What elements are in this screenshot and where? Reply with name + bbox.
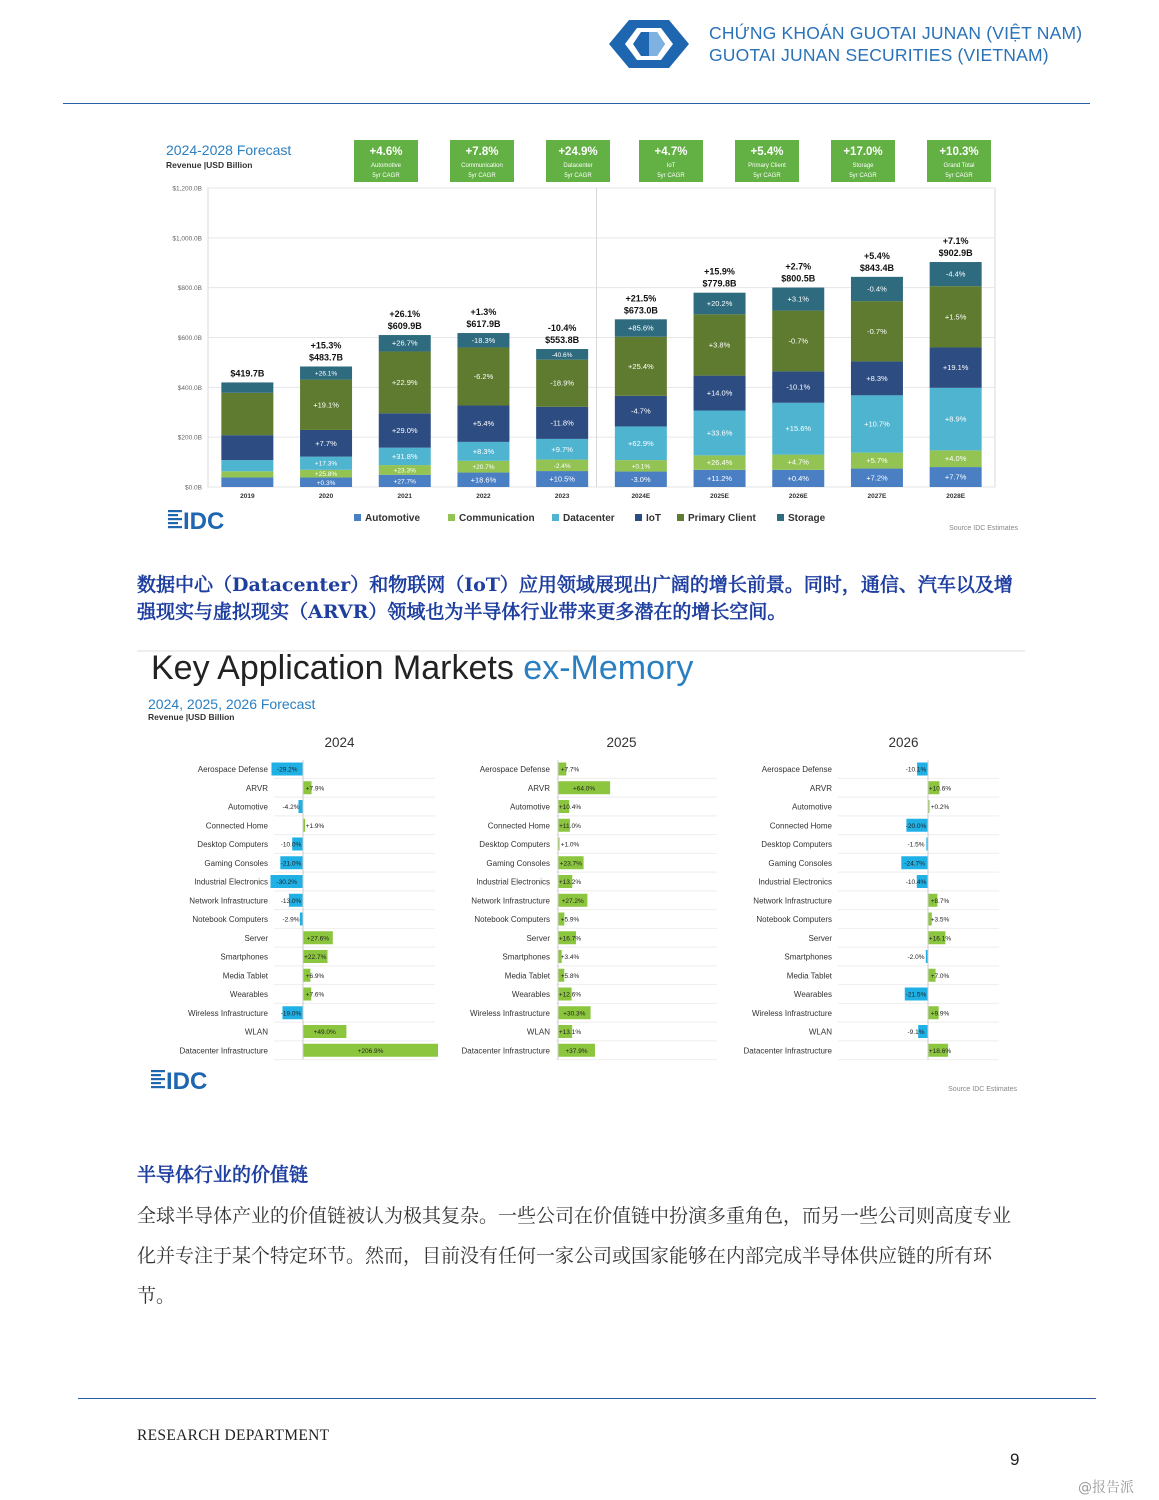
chart-source: Source IDC Estimates	[948, 1086, 1017, 1093]
bar-label: +30.3%	[563, 1010, 586, 1018]
segment-label: +26.1%	[314, 370, 338, 378]
category-label: Wireless Infrastructure	[751, 1008, 832, 1018]
legend-swatch	[635, 514, 642, 521]
x-tick-label: 2022	[476, 493, 491, 500]
segment-label: +17.3%	[314, 460, 338, 468]
company-name-en: GUOTAI JUNAN SECURITIES (VIETNAM)	[709, 45, 1049, 65]
category-label: Desktop Computers	[197, 840, 268, 849]
idc-logo-mark	[168, 526, 182, 528]
segment-label: +8.3%	[866, 373, 888, 383]
segment-label: +27.7%	[393, 478, 416, 486]
bar-total: $419.7B	[230, 368, 265, 379]
category-label: Media Tablet	[222, 971, 268, 981]
segment-label: +18.6%	[470, 475, 497, 485]
cagr-value: +24.9%	[558, 146, 598, 158]
idc-logo: IDC	[166, 1068, 208, 1095]
idc-logo-mark	[151, 1070, 165, 1072]
category-label: Wireless Infrastructure	[469, 1008, 550, 1018]
legend-label: Storage	[788, 513, 826, 524]
legend-label: Primary Client	[688, 513, 756, 524]
bar-label: +1.0%	[560, 841, 580, 849]
cagr-period: 5yr CAGR	[849, 173, 877, 179]
segment-label: +25.4%	[628, 361, 654, 371]
category-label: ARVR	[245, 783, 268, 793]
bar-label: -20.0%	[905, 822, 927, 830]
bar-label: -1.5%	[907, 841, 925, 849]
cagr-segment: Primary Client	[748, 163, 786, 169]
segment-label: +4.0%	[944, 454, 967, 464]
bar-label: -21.5%	[905, 991, 927, 999]
x-tick-label: 2024E	[631, 493, 651, 500]
panel-year: 2024	[324, 735, 355, 750]
bar-label: +9.9%	[930, 1010, 950, 1018]
segment-label: +11.2%	[707, 473, 733, 483]
segment-label: +7.7%	[944, 472, 967, 482]
bar-total: $800.5B	[781, 273, 816, 284]
cagr-period: 5yr CAGR	[753, 173, 781, 179]
segment-label: -18.9%	[550, 378, 575, 388]
bar-label: -30.2%	[276, 879, 298, 886]
idc-logo-mark	[151, 1074, 161, 1076]
page-number: 9	[1010, 1450, 1020, 1469]
segment-label: +19.1%	[942, 363, 969, 373]
chart-title-main: Key Application Markets	[151, 649, 524, 687]
bar-growth: +15.3%	[310, 340, 342, 351]
body-paragraph: 全球半导体产业的价值链被认为极其复杂。一些公司在价值链中扮演多重角色，而另一些公司则高度专业化并专注于某个特定环节。然而，目前没有任何一家公司或国家能够在内部完成半导体供应链的所有环节。	[137, 1205, 1012, 1307]
legend-swatch	[677, 514, 684, 521]
bar-segment	[221, 471, 273, 477]
bar-total: $617.9B	[466, 319, 501, 330]
bar-label: +1.9%	[305, 822, 325, 830]
category-label: Notebook Computers	[192, 915, 268, 924]
bar-label: -13.0%	[280, 897, 302, 905]
segment-label: -4.4%	[945, 269, 966, 279]
bar-label: +8.7%	[930, 897, 950, 905]
category-label: Industrial Electronics	[758, 877, 832, 887]
segment-label: +4.7%	[787, 457, 809, 467]
category-label: Gaming Consoles	[486, 858, 550, 868]
category-label: Datacenter Infrastructure	[461, 1046, 550, 1056]
cagr-value: +5.4%	[750, 146, 784, 158]
category-label: Wearables	[229, 990, 268, 999]
segment-label: -6.2%	[473, 371, 494, 381]
cagr-period: 5yr CAGR	[945, 173, 973, 179]
segment-label: +20.2%	[706, 299, 733, 309]
x-tick-label: 2023	[554, 493, 570, 500]
segment-label: +22.9%	[391, 377, 418, 387]
category-label: Wearables	[511, 990, 550, 999]
category-label: Network Infrastructure	[189, 896, 268, 906]
legend-label: Datacenter	[563, 513, 615, 524]
bar-label: +49.0%	[313, 1029, 336, 1036]
bar-label: +7.0%	[930, 972, 950, 980]
cagr-value: +10.3%	[939, 146, 979, 158]
bar-label: +16.1%	[928, 935, 952, 943]
bar-total: $902.9B	[938, 248, 973, 259]
category-label: Aerospace Defense	[479, 765, 550, 774]
category-label: Aerospace Defense	[761, 765, 832, 774]
bar-label: +206.9%	[357, 1047, 384, 1055]
category-label: Connected Home	[487, 821, 550, 831]
bar-label: +18.6%	[928, 1047, 952, 1055]
idc-logo-mark	[168, 510, 182, 512]
header-divider	[63, 103, 1090, 104]
category-label: Wireless Infrastructure	[187, 1008, 268, 1018]
cagr-period: 5yr CAGR	[564, 173, 592, 179]
segment-label: +19.1%	[313, 400, 339, 410]
y-tick-label: $0.0B	[185, 484, 202, 492]
legend-swatch	[777, 514, 784, 521]
bar-label: +3.4%	[560, 954, 580, 961]
bar-label: +22.7%	[304, 954, 327, 961]
bar-label: +27.6%	[306, 935, 330, 943]
segment-label: +85.6%	[628, 323, 654, 333]
company-logo	[607, 16, 691, 72]
bar-total: $609.9B	[387, 321, 422, 332]
bar-label: +37.9%	[565, 1047, 588, 1055]
category-label: WLAN	[526, 1027, 550, 1037]
segment-label: +33.6%	[706, 428, 733, 438]
segment-label: +26.7%	[391, 338, 418, 348]
category-label: Automotive	[509, 802, 550, 812]
cagr-segment: Datacenter	[563, 163, 593, 169]
bar-label: -24.7%	[904, 860, 925, 868]
legend-swatch	[448, 514, 455, 521]
segment-label: -4.7%	[631, 406, 651, 416]
bar-label: -2.9%	[282, 916, 300, 924]
cagr-segment: IoT	[666, 163, 676, 169]
bar-total: $673.0B	[623, 305, 658, 316]
bar-label: -19.0%	[280, 1010, 302, 1018]
legend-label: Communication	[459, 513, 535, 524]
category-label: Network Infrastructure	[471, 896, 550, 906]
category-label: Notebook Computers	[474, 915, 550, 924]
segment-label: +26.4%	[706, 458, 733, 468]
bar-label: +6.9%	[305, 972, 325, 980]
category-label: Desktop Computers	[479, 840, 550, 849]
segment-label: +7.7%	[315, 438, 337, 448]
segment-label: +8.9%	[944, 414, 967, 424]
segment-label: -11.8%	[550, 418, 574, 428]
cagr-segment: Automotive	[370, 163, 402, 169]
x-tick-label: 2027E	[867, 493, 887, 500]
bar-segment	[221, 460, 273, 471]
panel-year: 2026	[888, 735, 919, 750]
x-tick-label: 2020	[318, 493, 334, 500]
category-label: WLAN	[244, 1027, 268, 1037]
bar-segment	[221, 393, 273, 435]
y-tick-label: $1,000.0B	[172, 235, 202, 243]
segment-label: -2.4%	[553, 462, 571, 470]
bar-label: +0.2%	[930, 804, 950, 811]
cagr-value: +4.6%	[369, 146, 403, 158]
x-tick-label: 2026E	[788, 493, 808, 500]
bar-label: -10.1%	[905, 766, 927, 774]
cagr-segment: Communication	[461, 163, 503, 169]
forecast-stacked-bar-chart	[150, 132, 1026, 540]
category-label: Server	[526, 933, 550, 943]
cagr-value: +7.8%	[465, 146, 499, 158]
idc-logo-mark	[151, 1086, 165, 1088]
bar-label: +7.9%	[305, 785, 325, 793]
category-label: Wearables	[793, 990, 832, 999]
bar-label: +27.2%	[561, 897, 584, 905]
category-label: Server	[808, 933, 832, 943]
bar-label: +5.8%	[560, 972, 580, 980]
segment-label: +8.3%	[472, 446, 495, 456]
bar-total: $843.4B	[859, 262, 894, 273]
bar-segment	[221, 478, 273, 487]
bar-label: -2.0%	[907, 954, 925, 961]
segment-label: +3.8%	[708, 340, 731, 350]
bar-label: +7.6%	[305, 991, 325, 999]
segment-label: +23.3%	[393, 467, 416, 475]
segment-label: -0.7%	[788, 336, 809, 346]
y-tick-label: $1,200.0B	[172, 185, 202, 193]
bar-growth: +15.9%	[704, 266, 735, 277]
category-label: Aerospace Defense	[197, 765, 268, 774]
bar-growth: +26.1%	[389, 309, 421, 320]
legend-label: IoT	[646, 513, 661, 524]
segment-label: -3.0%	[631, 474, 651, 484]
segment-label: -10.1%	[786, 382, 811, 392]
segment-label: +7.2%	[866, 473, 888, 483]
bar-growth: +1.3%	[470, 307, 497, 318]
company-name-vi: CHỨNG KHOÁN GUOTAI JUNAN (VIỆT NAM)	[709, 23, 1083, 43]
cagr-period: 5yr CAGR	[372, 173, 400, 179]
segment-label: +5.4%	[472, 419, 495, 429]
segment-label: -40.6%	[551, 351, 573, 359]
cagr-period: 5yr CAGR	[468, 173, 496, 179]
category-label: Desktop Computers	[761, 840, 832, 849]
bar-label: +10.6%	[928, 785, 952, 793]
segment-label: -0.7%	[867, 326, 887, 336]
idc-logo-mark	[168, 518, 182, 520]
bar-segment	[221, 382, 273, 392]
category-label: Media Tablet	[786, 971, 832, 981]
bar-label: -10.4%	[905, 879, 927, 886]
x-tick-label: 2019	[240, 493, 255, 500]
bar-label: -29.2%	[276, 766, 298, 774]
segment-label: +0.4%	[787, 473, 809, 483]
idc-logo-mark	[151, 1082, 161, 1084]
idc-logo: IDC	[183, 508, 225, 535]
category-label: Network Infrastructure	[753, 896, 832, 906]
bar-label: +3.5%	[930, 916, 950, 924]
bar-label: +10.4%	[558, 804, 582, 811]
category-label: ARVR	[809, 783, 832, 793]
segment-label: +31.8%	[391, 451, 418, 461]
section-title: 半导体行业的价值链	[137, 1164, 309, 1186]
segment-label: +29.0%	[391, 425, 418, 435]
category-label: Gaming Consoles	[768, 858, 832, 868]
segment-label: +0.3%	[316, 479, 336, 487]
category-label: Connected Home	[205, 821, 268, 831]
bar-label: +11.0%	[559, 822, 581, 830]
category-label: Datacenter Infrastructure	[743, 1046, 832, 1056]
legend-label: Automotive	[365, 513, 420, 524]
segment-label: +0.1%	[631, 463, 651, 471]
segment-label: +10.5%	[549, 474, 575, 484]
category-label: Industrial Electronics	[476, 877, 550, 887]
category-label: Media Tablet	[504, 971, 550, 981]
bar-label: +13.1%	[558, 1029, 582, 1036]
segment-label: +1.5%	[944, 312, 967, 322]
bar-segment	[221, 435, 273, 460]
x-tick-label: 2025E	[710, 493, 729, 500]
chart-title	[151, 649, 693, 687]
category-label: Datacenter Infrastructure	[179, 1046, 268, 1056]
chart-title: 2024-2028 Forecast	[166, 142, 292, 158]
bar-label: +13.2%	[558, 879, 582, 886]
bar-total: $553.8B	[545, 335, 580, 346]
highlight-paragraph: 数据中心（Datacenter）和物联网（IoT）应用领域展现出广阔的增长前景。同时，通信、汽车以及增强现实与虚拟现实（ARVR）领域也为半导体行业带来更多潜在的增长空间。	[137, 574, 1013, 623]
category-label: Gaming Consoles	[204, 858, 268, 868]
idc-logo-mark	[168, 514, 178, 516]
cagr-value: +4.7%	[654, 146, 688, 158]
cagr-segment: Grand Total	[943, 163, 975, 169]
segment-label: -18.3%	[471, 335, 496, 345]
chart-source: Source IDC Estimates	[949, 525, 1018, 532]
category-label: ARVR	[527, 783, 550, 793]
footer-divider	[78, 1398, 1096, 1399]
chart-title-highlight: ex-Memory	[523, 649, 694, 687]
bar-label: +16.7%	[558, 935, 582, 943]
bar-label: +5.9%	[560, 916, 580, 924]
chart-unit-label: Revenue |USD Billion	[148, 712, 235, 722]
category-label: Server	[244, 933, 268, 943]
segment-label: +14.0%	[706, 388, 733, 398]
cagr-period: 5yr CAGR	[657, 173, 685, 179]
bar-label: -4.2%	[282, 804, 300, 811]
segment-label: +10.7%	[864, 419, 890, 429]
category-label: Automotive	[791, 802, 832, 812]
watermark: @报告派	[1078, 1480, 1134, 1496]
segment-label: -0.4%	[867, 284, 887, 294]
category-label: Connected Home	[769, 821, 832, 831]
segment-label: +15.6%	[785, 424, 812, 434]
bar-label: -10.0%	[280, 841, 302, 849]
chart-subtitle: 2024, 2025, 2026 Forecast	[148, 696, 316, 712]
category-label: Smartphones	[220, 952, 268, 962]
segment-label: +20.7%	[472, 464, 495, 472]
category-label: Industrial Electronics	[194, 877, 268, 887]
bar-growth: +7.1%	[942, 236, 969, 247]
chart-subtitle: Revenue |USD Billion	[166, 160, 253, 170]
category-label: Automotive	[227, 802, 268, 812]
bar-label: -21.0%	[280, 860, 302, 868]
cagr-segment: Storage	[852, 163, 874, 169]
bar-label: +7.7%	[560, 766, 580, 774]
bar-label: +23.7%	[559, 860, 582, 868]
segment-label: +62.9%	[628, 438, 654, 448]
y-tick-label: $600.0B	[177, 335, 202, 342]
bar-label: +64.0%	[572, 785, 596, 793]
category-label: WLAN	[808, 1027, 832, 1037]
bar-label: +12.6%	[558, 991, 582, 999]
y-tick-label: $400.0B	[177, 384, 202, 392]
company-name	[709, 22, 1082, 66]
bar-growth: -10.4%	[547, 323, 577, 334]
x-tick-label: 2021	[397, 493, 412, 500]
y-tick-label: $200.0B	[177, 434, 202, 442]
legend-swatch	[354, 514, 361, 521]
idc-logo-mark	[151, 1078, 165, 1080]
x-tick-label: 2028E	[946, 493, 966, 500]
bar-total: $483.7B	[309, 352, 344, 363]
footer-department: RESEARCH DEPARTMENT	[137, 1427, 330, 1444]
segment-label: +3.1%	[787, 294, 809, 304]
legend-swatch	[552, 514, 559, 521]
category-label: Smartphones	[784, 952, 832, 962]
idc-logo-mark	[168, 522, 178, 524]
panel-year: 2025	[606, 735, 637, 750]
bar-label: -9.1%	[907, 1029, 925, 1036]
bar-total: $779.8B	[702, 278, 737, 289]
key-application-markets-chart	[137, 648, 1027, 1098]
bar-growth: +5.4%	[864, 250, 890, 261]
y-tick-label: $800.0B	[177, 285, 202, 293]
segment-label: +9.7%	[551, 444, 573, 454]
bar-growth: +2.7%	[785, 261, 812, 272]
segment-label: +25.8%	[314, 471, 338, 479]
segment-label: +5.7%	[866, 456, 888, 466]
bar-growth: +21.5%	[625, 293, 657, 304]
category-label: Notebook Computers	[756, 915, 832, 924]
category-label: Smartphones	[502, 952, 550, 962]
cagr-value: +17.0%	[843, 146, 883, 158]
